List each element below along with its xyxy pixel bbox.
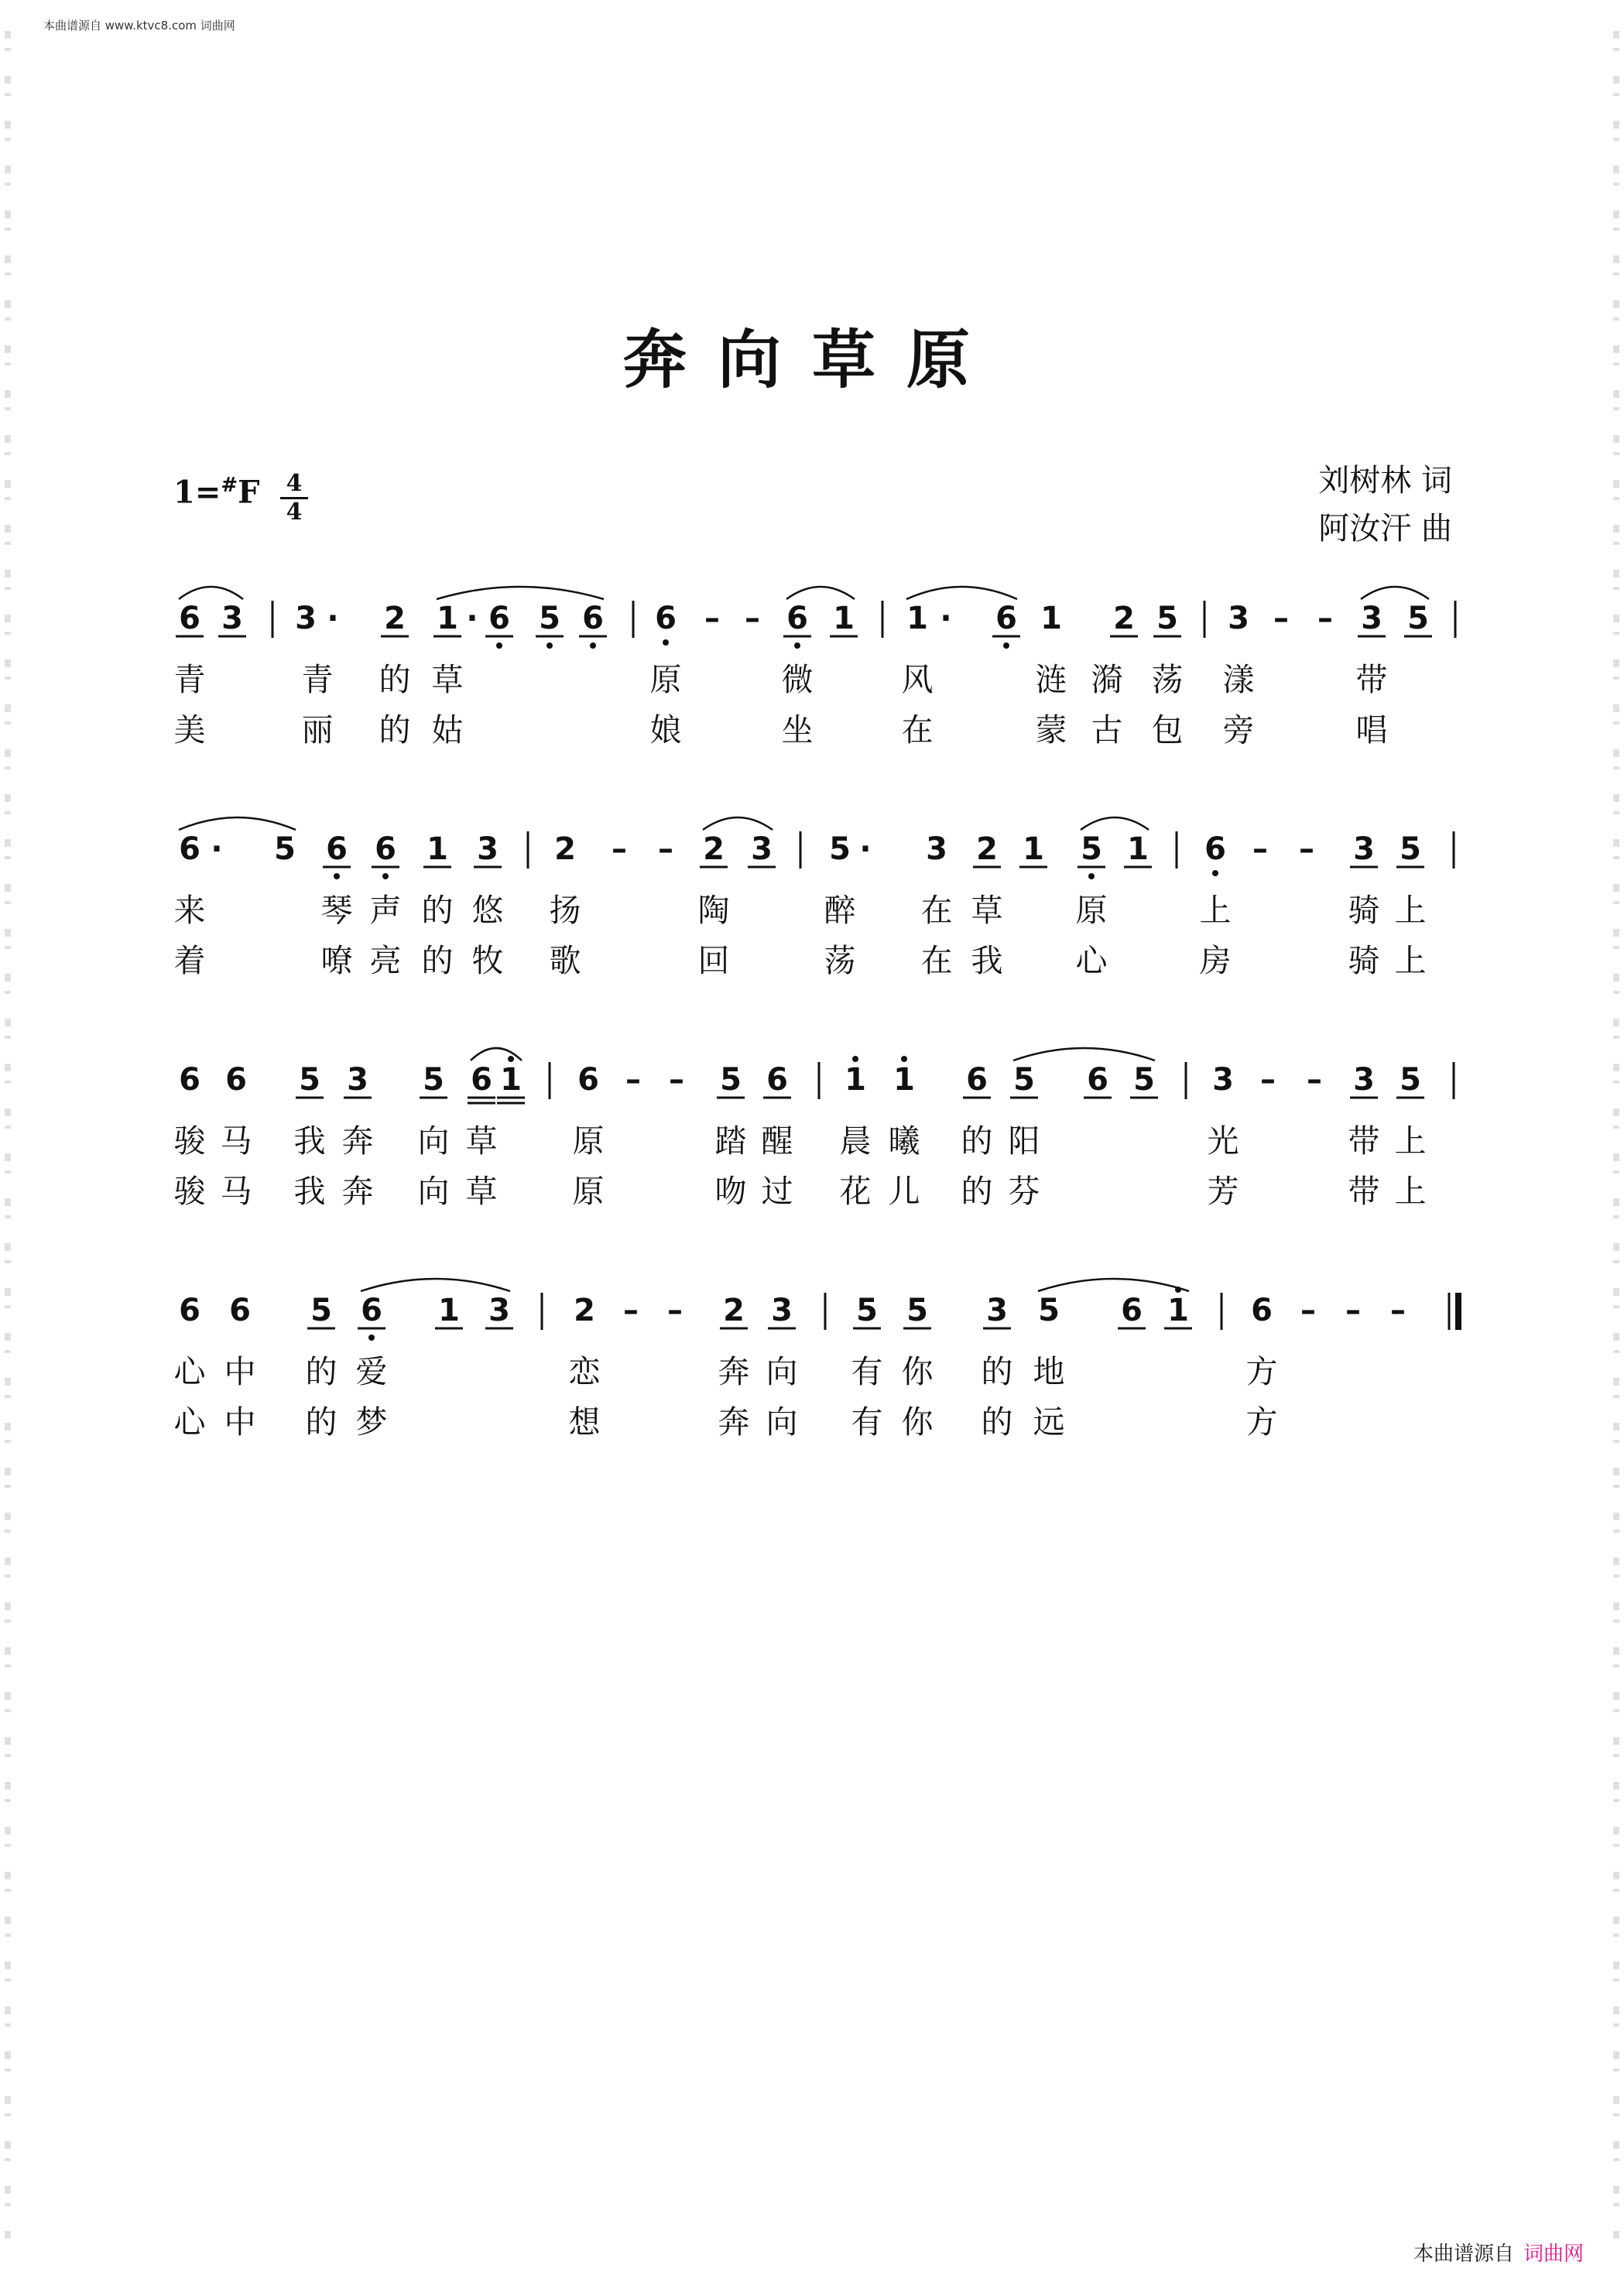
lyric-verse-2: 向 (417, 1173, 450, 1210)
lyric-verse-1: 带 (1348, 1122, 1380, 1160)
lyric-verse-1: 陶 (697, 892, 730, 929)
note-digit: 1 (893, 1062, 915, 1098)
sustain-dash: – (612, 831, 627, 867)
sustain-dash: – (625, 1062, 641, 1098)
lyric-verse-2: 歌 (549, 942, 581, 979)
slur-tie (1081, 817, 1149, 830)
lyric-verse-1: 上 (1394, 892, 1427, 929)
brand-logo-text: 词曲网 (1523, 2243, 1584, 2266)
lyric-verse-2: 方 (1245, 1403, 1278, 1441)
lyric-verse-1: 爱 (355, 1353, 388, 1390)
lyric-verse-2: 草 (465, 1173, 498, 1210)
lyric-verse-1: 的 (305, 1353, 337, 1390)
lyric-verse-1: 荡 (1151, 661, 1184, 698)
lyric-verse-2: 带 (1348, 1173, 1380, 1210)
lyric-verse-1: 光 (1207, 1122, 1239, 1160)
lyric-verse-2: 奔 (718, 1403, 750, 1441)
lower-octave-dot (794, 642, 800, 649)
note-digit: 6 (786, 601, 808, 636)
note-digit: 5 (423, 1062, 444, 1098)
lyric-verse-2: 荡 (824, 942, 856, 979)
lyric-verse-1: 来 (173, 892, 206, 929)
slur-tie (179, 817, 296, 830)
note-digit: 2 (1113, 601, 1135, 636)
note-digit: 6 (1087, 1062, 1108, 1098)
lyric-verse-1: 的 (981, 1353, 1013, 1390)
lyric-verse-1: 漾 (1222, 661, 1255, 698)
sustain-dash: – (667, 1293, 683, 1328)
sustain-dash: – (1390, 1293, 1406, 1328)
note-digit: 5 (856, 1293, 878, 1328)
note-digit: 6 (225, 1062, 247, 1098)
note-digit: 5 (1013, 1062, 1035, 1098)
note-digit: 3 (295, 601, 317, 636)
lyric-verse-1: 踏 (714, 1122, 747, 1160)
note-digit: 5 (1400, 1062, 1421, 1098)
note-digit: 6 (582, 601, 604, 636)
lyric-verse-2: 我 (971, 942, 1003, 979)
lyric-verse-1: 原 (649, 661, 682, 698)
sustain-dash: – (1300, 1293, 1316, 1328)
note-digit: 1 (1127, 831, 1149, 867)
note-digit: 6 (471, 1062, 492, 1098)
slur-tie (786, 587, 855, 599)
lyric-verse-2: 芳 (1207, 1173, 1239, 1210)
note-digit: 2 (723, 1293, 745, 1328)
note-digit: 1 (833, 601, 855, 636)
lyric-verse-2: 着 (173, 942, 206, 979)
note-digit: 6 (1251, 1293, 1273, 1328)
upper-octave-dot (852, 1056, 858, 1062)
lyric-verse-2: 上 (1394, 1173, 1427, 1210)
note-digit: 3 (1228, 601, 1249, 636)
lyric-verse-1: 在 (920, 892, 953, 929)
lyric-verse-2: 有 (851, 1403, 883, 1441)
lower-octave-dot (590, 642, 596, 649)
lyric-verse-1: 阳 (1008, 1122, 1040, 1160)
lyric-verse-2: 包 (1151, 711, 1184, 749)
note-digit: 6 (995, 601, 1017, 636)
lower-octave-dot (1003, 642, 1009, 649)
note-digit: 3 (771, 1293, 793, 1328)
note-digit: 5 (906, 1293, 928, 1328)
lyric-verse-1: 你 (901, 1353, 934, 1390)
lyric-verse-1: 晨 (839, 1122, 872, 1160)
lyric-verse-2: 奔 (341, 1173, 374, 1210)
note-digit: 3 (1212, 1062, 1234, 1098)
lyric-verse-2: 的 (379, 711, 411, 749)
note-digit: 1 (438, 1293, 460, 1328)
note-digit: 5 (1156, 601, 1178, 636)
note-digit: 6 (229, 1293, 251, 1328)
augmentation-dot: · (211, 831, 223, 867)
note-digit: 6 (375, 831, 396, 867)
sustain-dash: – (1260, 1062, 1276, 1098)
lyric-verse-1: 我 (293, 1122, 326, 1160)
lyric-verse-1: 带 (1355, 661, 1388, 698)
lyric-verse-1: 风 (901, 661, 934, 698)
lower-octave-dot (334, 873, 340, 879)
sustain-dash: – (623, 1293, 639, 1328)
lower-octave-dot (382, 873, 389, 879)
lyric-verse-2: 的 (421, 942, 454, 979)
note-digit: 1 (427, 831, 448, 867)
lyric-verse-1: 恋 (568, 1353, 601, 1390)
note-digit: 6 (966, 1062, 988, 1098)
lyric-verse-1: 马 (220, 1122, 252, 1160)
note-digit: 5 (720, 1062, 742, 1098)
song-title: 奔向草原 (622, 323, 1001, 397)
lyric-verse-2: 心 (173, 1403, 206, 1441)
note-digit: 6 (488, 601, 510, 636)
lyric-verse-1: 原 (572, 1122, 605, 1160)
lyric-verse-1: 中 (224, 1353, 256, 1390)
lyric-verse-1: 琴 (320, 892, 353, 929)
note-digit: 6 (766, 1062, 788, 1098)
lyric-verse-2: 梦 (355, 1403, 388, 1441)
lyric-verse-1: 声 (369, 892, 402, 929)
note-digit: 6 (1121, 1293, 1143, 1328)
lyric-verse-2: 房 (1199, 942, 1232, 979)
slur-tie (1013, 1048, 1155, 1060)
lyric-verse-1: 心 (173, 1353, 206, 1390)
lyric-verse-1: 上 (1199, 892, 1232, 929)
note-digit: 5 (299, 1062, 320, 1098)
note-digit: 2 (703, 831, 725, 867)
lyric-verse-1: 有 (851, 1353, 883, 1390)
lyric-verse-2: 唱 (1355, 711, 1388, 749)
lyric-verse-1: 涟 (1035, 661, 1067, 698)
key-sharp: # (221, 474, 238, 497)
key-prefix: 1= (173, 474, 221, 511)
lyric-verse-1: 骏 (173, 1122, 206, 1160)
slur-tie (471, 1048, 522, 1060)
lower-octave-dot (1088, 873, 1095, 879)
source-header: 本曲谱源自 www.ktvc8.com 词曲网 (43, 19, 235, 33)
lyric-verse-1: 草 (431, 661, 464, 698)
lyric-verse-2: 的 (305, 1403, 337, 1441)
note-digit: 5 (1407, 601, 1429, 636)
note-digit: 3 (1353, 1062, 1375, 1098)
lyric-verse-1: 向 (766, 1353, 798, 1390)
lyric-verse-2: 心 (1075, 942, 1108, 979)
note-digit: 1 (906, 601, 928, 636)
lyric-verse-1: 向 (417, 1122, 450, 1160)
slur-tie (703, 817, 773, 830)
note-digit: 6 (326, 831, 348, 867)
lyric-verse-1: 地 (1033, 1353, 1065, 1390)
lyric-verse-2: 嘹 (320, 942, 353, 979)
slur-tie (437, 587, 604, 599)
lyric-verse-2: 的 (961, 1173, 993, 1210)
lyric-verse-2: 姑 (431, 711, 464, 749)
lyric-verse-1: 奔 (341, 1122, 374, 1160)
note-digit: 3 (751, 831, 773, 867)
note-digit: 3 (986, 1293, 1008, 1328)
note-digit: 2 (976, 831, 998, 867)
note-digit: 2 (554, 831, 576, 867)
lyric-verse-1: 醉 (824, 892, 856, 929)
lyric-verse-2: 吻 (714, 1173, 747, 1210)
lyric-verse-2: 马 (220, 1173, 252, 1210)
lyric-verse-2: 过 (761, 1173, 793, 1210)
lyric-verse-2: 向 (766, 1403, 798, 1441)
lyric-verse-2: 坐 (781, 711, 814, 749)
lyric-verse-1: 悠 (471, 892, 504, 929)
lyric-verse-2: 原 (572, 1173, 605, 1210)
lyric-verse-2: 你 (901, 1403, 934, 1441)
note-digit: 5 (829, 831, 851, 867)
lower-octave-dot (663, 639, 669, 646)
lyric-verse-2: 娘 (649, 711, 682, 749)
lyric-verse-2: 丽 (301, 711, 334, 749)
lyric-verse-2: 亮 (369, 942, 402, 979)
note-digit: 6 (577, 1062, 599, 1098)
lyric-verse-2: 想 (568, 1403, 601, 1441)
lyric-verse-1: 骑 (1348, 892, 1380, 929)
note-digit: 1 (1023, 831, 1044, 867)
note-digit: 3 (477, 831, 499, 867)
lyric-verse-1: 的 (961, 1122, 993, 1160)
note-digit: 3 (488, 1293, 510, 1328)
note-digit: 6 (179, 831, 200, 867)
lower-octave-dot (546, 642, 553, 649)
sustain-dash: – (704, 601, 720, 636)
sustain-dash: – (1299, 831, 1314, 867)
lyric-verse-2: 牧 (471, 942, 504, 979)
lyric-verse-2: 蒙 (1035, 711, 1067, 749)
note-digit: 3 (347, 1062, 368, 1098)
note-digit: 6 (1204, 831, 1226, 867)
note-digit: 5 (310, 1293, 332, 1328)
note-digit: 5 (539, 601, 560, 636)
note-digit: 3 (221, 601, 243, 636)
time-signature-top: 4 (286, 470, 303, 497)
lyric-verse-1: 青 (301, 661, 334, 698)
sustain-dash: – (669, 1062, 684, 1098)
lyric-verse-1: 的 (421, 892, 454, 929)
augmentation-dot: · (327, 601, 339, 636)
lyric-verse-2: 儿 (888, 1173, 920, 1210)
lyric-verse-2: 花 (839, 1173, 872, 1210)
note-digit: 6 (179, 1062, 200, 1098)
key-note: F (238, 474, 260, 511)
lyric-verse-2: 在 (901, 711, 934, 749)
sustain-dash: – (658, 831, 673, 867)
sustain-dash: – (1252, 831, 1268, 867)
source-footer (1413, 2238, 1584, 2267)
lyric-verse-2: 我 (293, 1173, 326, 1210)
lyric-verse-1: 醒 (761, 1122, 793, 1160)
lower-octave-dot (1212, 870, 1218, 876)
composer-credit: 阿汝汗 曲 (1318, 511, 1452, 547)
lower-octave-dot (496, 642, 502, 649)
note-digit: 1 (845, 1062, 866, 1098)
lyricist-credit: 刘树林 词 (1318, 463, 1452, 499)
note-digit: 6 (655, 601, 677, 636)
note-digit: 2 (384, 601, 406, 636)
lyric-verse-1: 草 (465, 1122, 498, 1160)
lyric-verse-2: 美 (173, 711, 206, 749)
note-digit: 3 (1353, 831, 1375, 867)
note-digit: 5 (1400, 831, 1421, 867)
lyric-verse-2: 芬 (1008, 1173, 1040, 1210)
note-digit: 5 (1081, 831, 1102, 867)
sustain-dash: – (1317, 601, 1333, 636)
note-digit: 3 (1361, 601, 1382, 636)
note-digit: 5 (1133, 1062, 1155, 1098)
note-digit: 1 (1167, 1293, 1189, 1328)
slur-tie (179, 587, 243, 599)
slur-tie (1038, 1279, 1189, 1291)
augmentation-dot: · (859, 831, 872, 867)
lyric-verse-2: 上 (1394, 942, 1427, 979)
note-digit: 3 (926, 831, 947, 867)
note-digit: 6 (179, 1293, 200, 1328)
lyric-verse-1: 漪 (1091, 661, 1123, 698)
lyric-verse-2: 远 (1033, 1403, 1065, 1441)
slur-tie (361, 1279, 510, 1291)
lyric-verse-2: 在 (920, 942, 953, 979)
lyric-verse-1: 草 (971, 892, 1003, 929)
note-digit: 2 (574, 1293, 595, 1328)
note-digit: 5 (1038, 1293, 1060, 1328)
lyric-verse-2: 中 (224, 1403, 256, 1441)
sustain-dash: – (1345, 1293, 1361, 1328)
lyric-verse-2: 骑 (1348, 942, 1380, 979)
lyric-verse-1: 的 (379, 661, 411, 698)
lyric-verse-1: 上 (1394, 1122, 1427, 1160)
note-digit: 6 (179, 601, 200, 636)
sustain-dash: – (1307, 1062, 1322, 1098)
slur-tie (1361, 587, 1429, 599)
lyric-verse-1: 原 (1075, 892, 1108, 929)
augmentation-dot: · (940, 601, 952, 636)
sustain-dash: – (745, 601, 760, 636)
lyric-verse-1: 曦 (888, 1122, 920, 1160)
note-digit: 1 (500, 1062, 522, 1098)
lyric-verse-1: 方 (1245, 1353, 1278, 1390)
note-digit: 1 (437, 601, 458, 636)
augmentation-dot: · (466, 601, 478, 636)
lower-octave-dot (368, 1335, 375, 1341)
lyric-verse-1: 青 (173, 661, 206, 698)
note-digit: 6 (361, 1293, 382, 1328)
lyric-verse-1: 微 (781, 661, 814, 698)
lyric-verse-1: 扬 (549, 892, 581, 929)
slur-tie (906, 587, 1017, 599)
lyric-verse-2: 旁 (1222, 711, 1255, 749)
time-signature-bottom: 4 (286, 499, 303, 526)
note-digit: 5 (274, 831, 296, 867)
lyric-verse-2: 古 (1091, 711, 1123, 749)
source-footer-label: 本曲谱源自 (1413, 2243, 1514, 2266)
note-digit: 1 (1040, 601, 1062, 636)
sustain-dash: – (1273, 601, 1289, 636)
upper-octave-dot (508, 1056, 514, 1062)
lyric-verse-2: 的 (981, 1403, 1013, 1441)
upper-octave-dot (901, 1056, 907, 1062)
lyric-verse-2: 回 (697, 942, 730, 979)
lyric-verse-1: 奔 (718, 1353, 750, 1390)
lyric-verse-2: 骏 (173, 1173, 206, 1210)
